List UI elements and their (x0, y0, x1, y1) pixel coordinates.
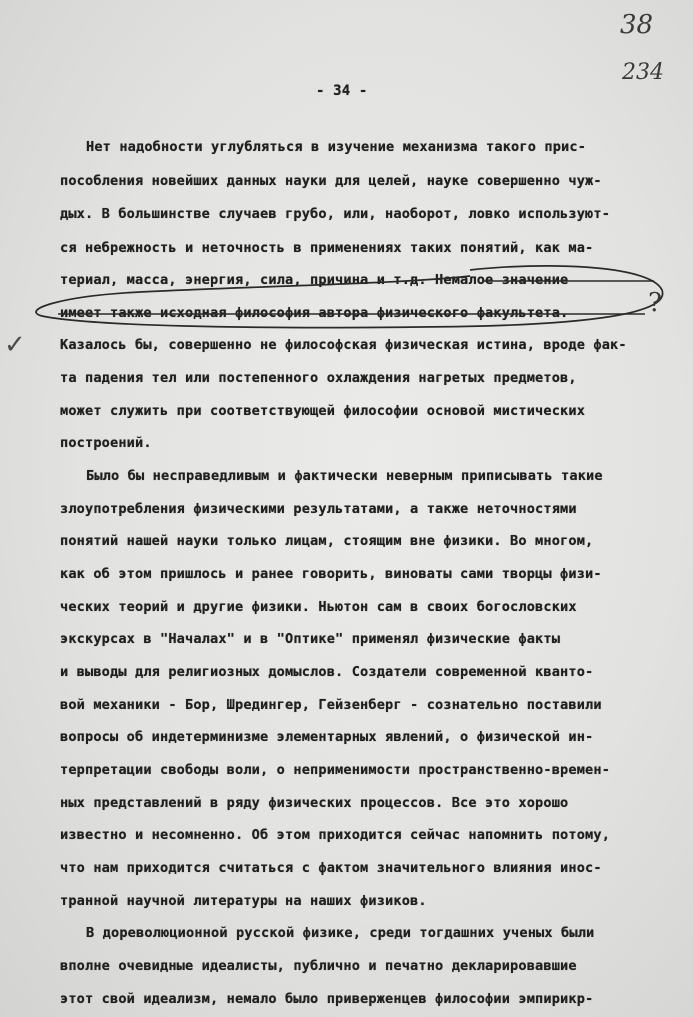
text-line-4: ся небрежность и неточность в применениях таких понятий, как ма- (60, 240, 594, 256)
text-line-24: транной научной литературы на наших физиков. (60, 893, 427, 909)
text-line-13: понятий нашей науки только лицам, стоящим вне физики. Во многом, (60, 533, 594, 549)
text-line-5: териал, масса, энергия, сила, причина и т.д. Немалое значение (60, 272, 569, 288)
edit-loop (36, 266, 663, 328)
text-line-19: вопросы об индетерминизме элементарных явлений, о физической ин- (60, 729, 594, 745)
text-line-23: что нам приходится считаться с фактом значительного влияния инос- (60, 860, 602, 876)
archive-number-top: 38 (620, 10, 654, 40)
text-line-26: вполне очевидные идеалисты, публично и печатно декларировавшие (60, 958, 577, 974)
text-line-6-deleted: имеет также исходная философия автора физического факультета. (60, 305, 569, 321)
text-line-9: может служить при соответствующей философии основой мистических (60, 403, 586, 419)
text-line-15: ческих теорий и другие физики. Ньютон сам в своих богословских (60, 599, 577, 615)
text-line-14: как об этом пришлось и ранее говорить, виноваты сами творцы физи- (60, 566, 602, 582)
text-line-1: Нет надобности углубляться в изучение механизма такого прис- (86, 139, 587, 155)
text-line-12: злоупотребления физическими результатами, а также неточностями (60, 501, 577, 517)
text-line-25: В дореволюционной русской физике, среди тогдашних ученых были (86, 925, 595, 941)
text-line-10: построений. (60, 435, 152, 451)
text-line-7: Казалось бы, совершенно не философская физическая истина, вроде фак- (60, 337, 627, 353)
text-line-8: та падения тел или постепенного охлаждения нагретых предметов, (60, 370, 577, 386)
archive-number-bottom: 234 (622, 60, 664, 85)
text-line-11: Было бы несправедливым и фактически неверным приписывать такие (86, 468, 603, 484)
page-number: - 34 - (316, 83, 368, 99)
text-line-18: вой механики - Бор, Шредингер, Гейзенберг - сознательно поставили (60, 697, 602, 713)
text-line-21: ных представлений в ряду физических процессов. Все это хорошо (60, 795, 569, 811)
margin-question-mark: ? (648, 288, 662, 318)
text-line-20: терпретации свободы воли, о неприменимости пространственно-времен- (60, 762, 611, 778)
text-line-17: и выводы для религиозных домыслов. Создатели современной кванто- (60, 664, 594, 680)
text-line-16: экскурсах в "Началах" и в "Оптике" применял физические факты (60, 631, 561, 647)
text-line-2: пособления новейших данных науки для целей, науке совершенно чуж- (60, 173, 602, 189)
text-line-27: этот свой идеализм, немало было приверженцев философии эмпирикр- (60, 991, 594, 1007)
text-line-3: дых. В большинстве случаев грубо, или, наоборот, ловко используют- (60, 206, 611, 222)
text-line-22: известно и несомненно. Об этом приходится сейчас напомнить потому, (60, 827, 611, 843)
margin-check-mark-icon: ✓ (4, 330, 26, 360)
